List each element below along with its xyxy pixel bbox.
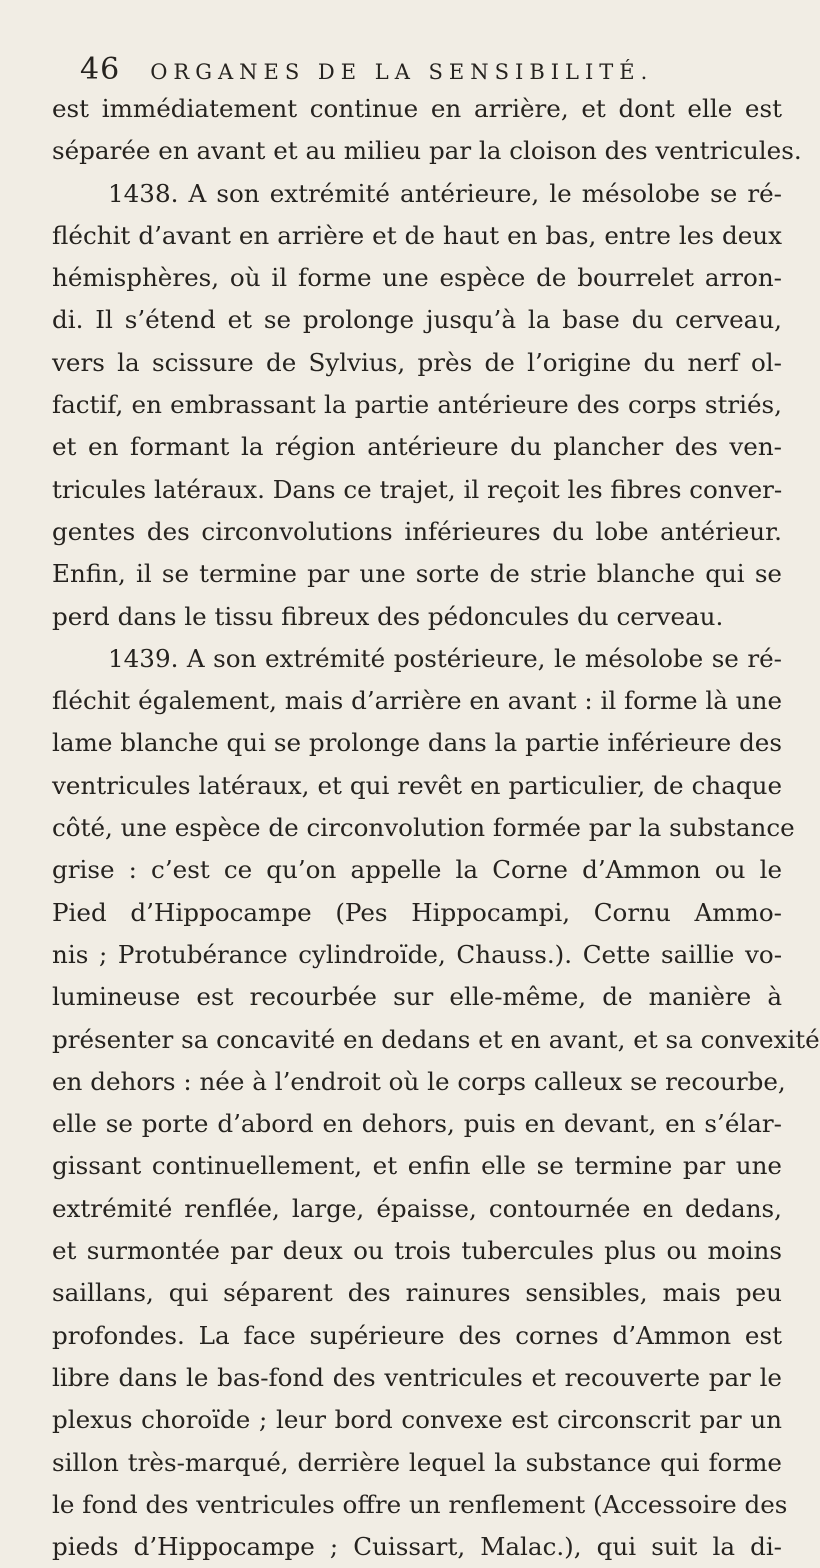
text-line: présenter sa concavité en dedans et en avant, et sa convexité [52,1024,820,1054]
text-line: perd dans le tissu fibreux des pédoncules du cerveau. [52,601,724,631]
text-line: pieds d’Hippocampe ; Cuissart, Malac.), qui suit la di- [52,1532,782,1562]
text-line: fléchit également, mais d’arrière en avant : il forme là une [52,686,782,716]
text-line: gissant continuellement, et enfin elle se termine par une [52,1151,782,1181]
text-line: di. Il s’étend et se prolonge jusqu’à la base du cerveau, [52,305,782,335]
text-line: lame blanche qui se prolonge dans la partie inférieure des [52,728,782,758]
text-line: ventricules latéraux, et qui revêt en particulier, de chaque [52,770,782,800]
text-line: le fond des ventricules offre un renflement (Accessoire des [52,1489,788,1519]
text-line: nis ; Protubérance cylindroïde, Chauss.). Cette saillie vo- [52,939,782,969]
text-line: en dehors : née à l’endroit où le corps calleux se recourbe, [52,1066,786,1096]
text-line: séparée en avant et au milieu par la cloison des ventricules. [52,136,802,166]
text-line: Enfin, il se termine par une sorte de strie blanche qui se [52,559,782,589]
text-line: et surmontée par deux ou trois tubercules plus ou moins [52,1236,782,1266]
text-line: est immédiatement continue en arrière, et dont elle est [52,94,782,123]
text-line: elle se porte d’abord en dehors, puis en devant, en s’élar- [52,1109,782,1139]
text-line: 1439. A son extrémité postérieure, le mésolobe se ré- [108,643,782,673]
text-line: profondes. La face supérieure des cornes d’Ammon est [52,1320,782,1350]
page-number: 46 [80,52,121,87]
text-line: saillans, qui séparent des rainures sensibles, mais peu [52,1278,782,1308]
text-line: 1438. A son extrémité antérieure, le mésolobe se ré- [108,178,782,208]
page-header [80,52,780,92]
text-line: libre dans le bas-fond des ventricules et recouverte par le [52,1362,782,1392]
running-head: ORGANES DE LA SENSIBILITÉ. [150,60,654,84]
text-line: fléchit d’avant en arrière et de haut en bas, entre les deux [52,220,782,250]
text-line: Pied d’Hippocampe (Pes Hippocampi, Cornu Ammo- [52,897,782,927]
text-line: extrémité renflée, large, épaisse, contournée en dedans, [52,1193,782,1223]
text-line: sillon très-marqué, derrière lequel la substance qui forme [52,1447,782,1477]
text-line: hémisphères, où il forme une espèce de bourrelet arron- [52,263,782,293]
text-line: tricules latéraux. Dans ce trajet, il reçoit les fibres conver- [52,474,783,504]
text-line: et en formant la région antérieure du plancher des ven- [52,432,782,462]
text-line: vers la scissure de Sylvius, près de l’origine du nerf ol- [52,347,782,377]
text-line: grise : c’est ce qu’on appelle la Corne d’Ammon ou le [52,855,782,885]
text-line: côté, une espèce de circonvolution formée par la substance [52,813,795,843]
body-text [52,88,820,1562]
text-line: lumineuse est recourbée sur elle-même, de manière à [52,982,782,1012]
text-line: plexus choroïde ; leur bord convexe est circonscrit par un [52,1405,782,1435]
text-line: factif, en embrassant la partie antérieure des corps striés, [52,390,782,420]
text-line: gentes des circonvolutions inférieures du lobe antérieur. [52,516,782,546]
